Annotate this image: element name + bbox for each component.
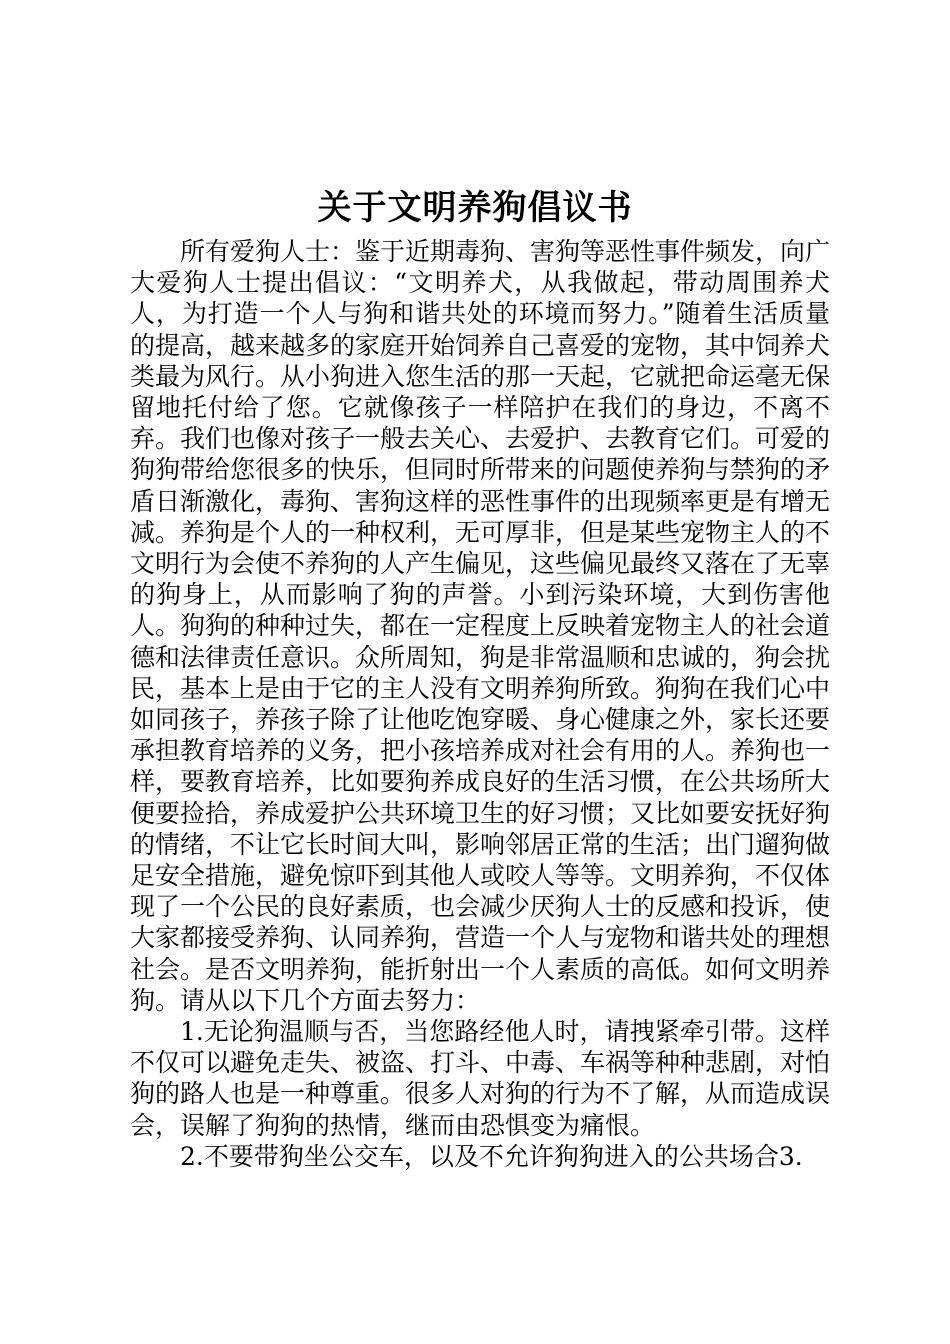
- paragraph-intro: 所有爱狗人士：鉴于近期毒狗、害狗等恶性事件频发，向广大爱狗人士提出倡议：“文明养犬，从我做起，带动周围养犬人，为打造一个人与狗和谐共处的环境而努力。”随着生活质量的提高，越来越多的家庭开始饲养自己喜爱的宠物，其中饲养犬类最为风行。从小狗进入您生活的那一天起，它就把命运毫无保留地托付给了您。它就像孩子一样陪护在我们的身边，不离不弃。我们也像对孩子一般去关心、去爱护、去教育它们。可爱的狗狗带给您很多的快乐，但同时所带来的问题使养狗与禁狗的矛盾日渐激化，毒狗、害狗这样的恶性事件的出现频率更是有增无减。养狗是个人的一种权利，无可厚非，但是某些宠物主人的不文明行为会使不养狗的人产生偏见，这些偏见最终又落在了无辜的狗身上，从而影响了狗的声誉。小到污染环境，大到伤害他人。狗狗的种种过失，都在一定程度上反映着宠物主人的社会道德和法律责任意识。众所周知，狗是非常温顺和忠诚的，狗会扰民，基本上是由于它的主人没有文明养狗所致。狗狗在我们心中如同孩子，养孩子除了让他吃饱穿暖、身心健康之外，家长还要承担教育培养的义务，把小孩培养成对社会有用的人。养狗也一样，要教育培养，比如要狗养成良好的生活习惯，在公共场所大便要捡拾，养成爱护公共环境卫生的好习惯；又比如要安抚好狗的情绪，不让它长时间大叫，影响邻居正常的生活；出门遛狗做足安全措施，避免惊吓到其他人或咬人等等。文明养狗，不仅体现了一个公民的良好素质，也会减少厌狗人士的反感和投诉，使大家都接受养狗、认同养狗，营造一个人与宠物和谐共处的理想社会。是否文明养狗，能折射出一个人素质的高低。如何文明养狗。请从以下几个方面去努力：: [130, 237, 831, 1015]
- paragraph-item-1: 1.无论狗温顺与否，当您路经他人时，请拽紧牵引带。这样不仅可以避免走失、被盗、打斗、中毒、车祸等种种悲剧，对怕狗的路人也是一种尊重。很多人对狗的行为不了解，从而造成误会，误解了狗狗的热情，继而由恐惧变为痛恨。: [130, 1017, 831, 1140]
- paragraph-item-2: 2.不要带狗坐公交车，以及不允许狗狗进入的公共场合3.: [180, 1141, 803, 1171]
- document-body: [130, 236, 830, 1172]
- document-title: 关于文明养狗倡议书: [317, 188, 633, 228]
